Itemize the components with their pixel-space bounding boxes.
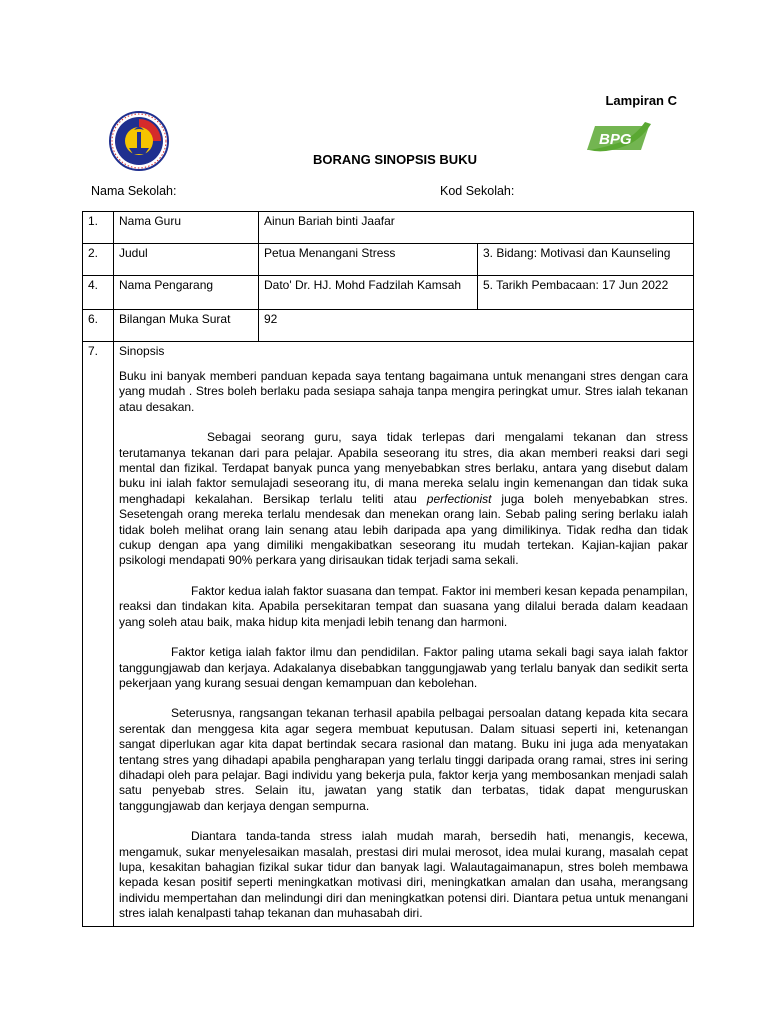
appendix-label: Lampiran C xyxy=(605,93,677,108)
field-value: 3. Bidang: Motivasi dan Kaunseling xyxy=(478,244,694,276)
page-count-label: Bilangan Muka Surat xyxy=(114,310,259,342)
synopsis-paragraph xyxy=(119,430,688,569)
synopsis-paragraph: Faktor ketiga ialah faktor ilmu dan pendidilan. Faktor paling utama sekali bagi saya ialah faktor tanggungjawab dan kerjaya. Adakalanya disebabkan tanggungjawab yang terlalu banyak dan sedikit serta pekerjaan yang kurang sesuai dengan kemampuan dan kebolehan. xyxy=(119,645,688,690)
row-number: 7. xyxy=(83,342,114,927)
synopsis-paragraph: Seterusnya, rangsangan tekanan terhasil apabila pelbagai persoalan datang kepada kita secara serentak dan menggesa kita agar segera membuat keputusan. Dalam situasi seperti ini, ketenangan sangat diperlukan agar kita dapat bertindak secara rasional dan matang. Buku ini juga ada menyatakan tentang stres yang dihadapi apabila pengharapan yang terlalu tinggi daripada orang ramai, stres ini sering dihadapi oleh para pelajar. Bagi individu yang bekerja pula, faktor kerja yang membosankan menjadi salah satu penyebab stres. Selain itu, jawatan yang statik dan terbatas, tidak dapat menguruskan tanggungjawab dan kerjaya dengan sempurna. xyxy=(119,706,688,813)
synopsis-text: Sebagai seorang guru, saya tidak terlepas dari mengalami tekanan dan stress terutamanya tekanan dari para pelajar. Apabila seseorang itu stres, dia akan memberi reaksi dari segi mental dan fizikal. Terdapat banyak punca yang menyebabkan stres berlaku, antara yang disebut dalam buku ini ialah faktor semulajadi seseorang itu, di mana mereka selalu ingin kemenangan dan tidak suka menghadapi kekalahan. Bersikap terlalu teliti atau xyxy=(119,430,688,506)
bpg-logo-text: BPG xyxy=(599,131,632,148)
school-name-label: Nama Sekolah: xyxy=(91,184,177,198)
row-number: 6. xyxy=(83,310,114,342)
reading-date-value: 5. Tarikh Pembacaan: 17 Jun 2022 xyxy=(478,276,694,310)
row-number: 4. xyxy=(83,276,114,310)
school-code-label: Kod Sekolah: xyxy=(440,184,515,198)
teacher-name-label: Nama Guru xyxy=(114,212,259,244)
row-number: 1. xyxy=(83,212,114,244)
teacher-name-value: Ainun Bariah binti Jaafar xyxy=(259,212,694,244)
page-count-value: 92 xyxy=(259,310,694,342)
table-row xyxy=(83,276,694,310)
title-label: Judul xyxy=(114,244,259,276)
synopsis-form-table xyxy=(82,211,694,927)
table-row xyxy=(83,310,694,342)
synopsis-paragraph: Faktor kedua ialah faktor suasana dan tempat. Faktor ini memberi kesan kepada penampilan, reaksi dan tindakan kita. Apabila persekitaran tempat dan suasana yang dilalui berada dalam keadaan yang soleh atau baik, maka hidup kita menjadi lebih tenang dan harmoni. xyxy=(119,583,688,629)
synopsis-paragraph: Diantara tanda-tanda stress ialah mudah marah, bersedih hati, menangis, kecewa, mengamuk, sukar menyelesaikan masalah, prestasi diri mulai merosot, idea mulai kurang, masalah cepat lupa, kesakitan bahagian fizikal sukar tidur dan banyak lagi. Walautagaimanapun, stres boleh membawa kepada kesan positif seperti meningkatkan motivasi diri, meningkatkan amalan dan usaha, merangsang individu mempertahan dan melindungi diri dan meningkatkan potensi diri. Diantara petua untuk menangani stres ialah kenalpasti tahap tekanan dan muhasabah diri. xyxy=(119,829,688,921)
synopsis-paragraph: Buku ini banyak memberi panduan kepada saya tentang bagaimana untuk menangani stres dengan cara yang mudah . Stres boleh berlaku pada sesiapa sahaja tanpa mengira peringkat umur. Stres ialah tekanan atau desakan. xyxy=(119,369,688,414)
synopsis-text: juga boleh menyebabkan stres. Sesetengah orang mereka terlalu mendesak dan menekan orang lain. Sebab paling sering berlaku ialah tidak boleh melihat orang lain senang atau lebih daripada apa yang dimilikinya. Tidak redha dan tidak cukup dengan apa yang dimiliki mengakibatkan seseorang itu mudah tertekan. Kajian-kajian pakar psikologi mendapati 90% perkara yang dirisaukan tidak terjadi sama sekali. xyxy=(119,491,688,568)
title-value: Petua Menangani Stress xyxy=(259,244,478,276)
author-value: Dato' Dr. HJ. Mohd Fadzilah Kamsah xyxy=(259,276,478,310)
row-number: 2. xyxy=(83,244,114,276)
table-row xyxy=(83,342,694,927)
synopsis-cell xyxy=(114,342,694,927)
table-row xyxy=(83,244,694,276)
author-label: Nama Pengarang xyxy=(114,276,259,310)
synopsis-label: Sinopsis xyxy=(119,344,165,358)
table-row xyxy=(83,212,694,244)
school-info-row xyxy=(91,184,691,198)
synopsis-italic-term: perfectionist xyxy=(426,491,492,506)
form-title: BORANG SINOPSIS BUKU xyxy=(313,152,477,167)
